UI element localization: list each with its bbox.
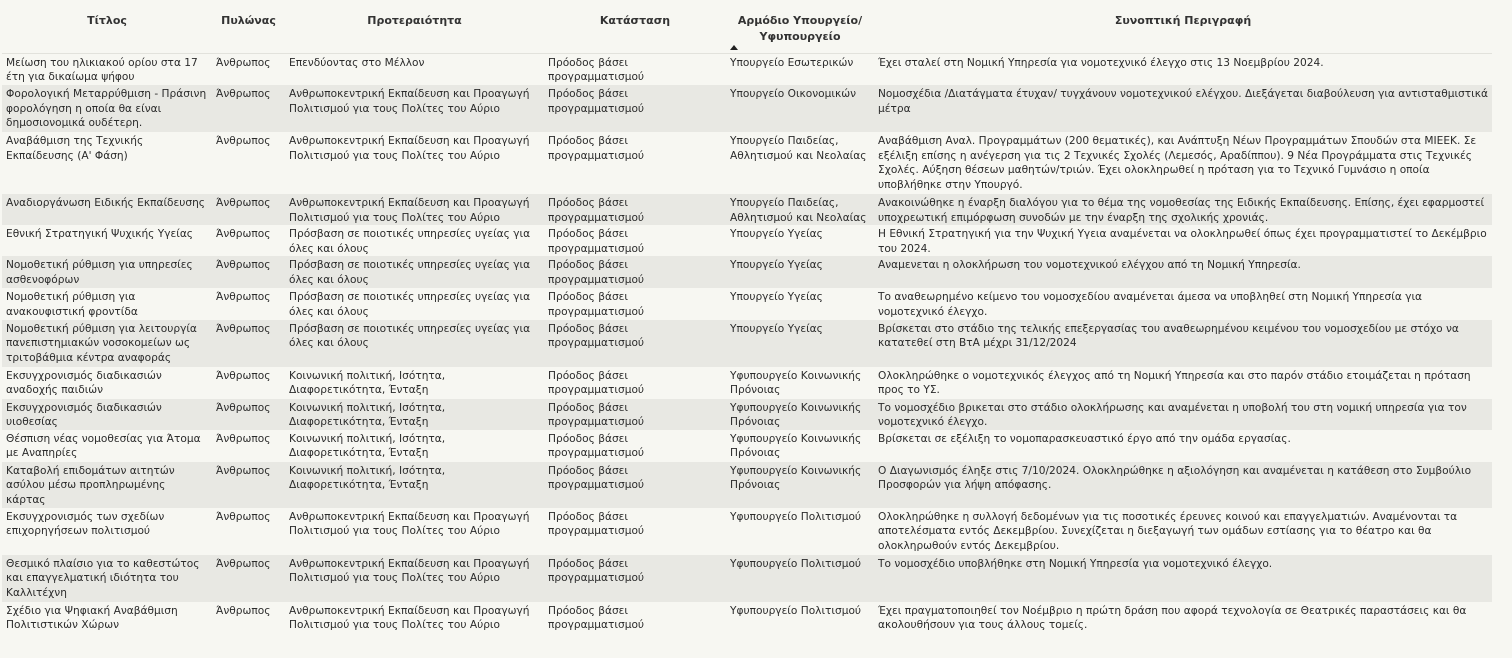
table-row[interactable] xyxy=(2,225,1492,256)
cell-title: Νομοθετική ρύθμιση για ανακουφιστική φροντίδα xyxy=(2,288,212,319)
cell-ministry: Υπουργείο Υγείας xyxy=(726,320,874,367)
table-row[interactable] xyxy=(2,53,1492,85)
cell-pillar: Άνθρωπος xyxy=(212,508,285,555)
cell-title: Εθνική Στρατηγική Ψυχικής Υγείας xyxy=(2,225,212,256)
cell-status: Πρόοδος βάσει προγραμματισμού xyxy=(544,53,726,85)
table-row[interactable] xyxy=(2,555,1492,602)
cell-pillar: Άνθρωπος xyxy=(212,85,285,132)
cell-pillar: Άνθρωπος xyxy=(212,320,285,367)
cell-status: Πρόοδος βάσει προγραμματισμού xyxy=(544,132,726,194)
cell-status: Πρόοδος βάσει προγραμματισμού xyxy=(544,256,726,288)
cell-ministry: Υφυπουργείο Πολιτισμού xyxy=(726,508,874,555)
cell-summary: Έχει πραγματοποιηθεί τον Νοέμβριο η πρώτη δράση που αφορά τεχνολογία σε Θεατρικές παραστάσεις και θα ακολουθήσουν για τους άλλους τομείς. xyxy=(874,602,1492,634)
cell-status: Πρόοδος βάσει προγραμματισμού xyxy=(544,602,726,634)
cell-priority: Ανθρωποκεντρική Εκπαίδευση και Προαγωγή Πολιτισμού για τους Πολίτες του Αύριο xyxy=(285,508,544,555)
cell-pillar: Άνθρωπος xyxy=(212,194,285,225)
cell-status: Πρόοδος βάσει προγραμματισμού xyxy=(544,320,726,367)
cell-ministry: Υφυπουργείο Κοινωνικής Πρόνοιας xyxy=(726,399,874,430)
cell-priority: Επενδύοντας στο Μέλλον xyxy=(285,53,544,85)
column-header-pillar[interactable] xyxy=(212,6,285,53)
cell-pillar: Άνθρωπος xyxy=(212,288,285,319)
table-row[interactable] xyxy=(2,320,1492,367)
cell-priority: Κοινωνική πολιτική, Ισότητα, Διαφορετικότητα, Ένταξη xyxy=(285,462,544,508)
cell-priority: Ανθρωποκεντρική Εκπαίδευση και Προαγωγή Πολιτισμού για τους Πολίτες του Αύριο xyxy=(285,85,544,132)
table-body xyxy=(2,53,1492,634)
cell-priority: Ανθρωποκεντρική Εκπαίδευση και Προαγωγή Πολιτισμού για τους Πολίτες του Αύριο xyxy=(285,602,544,634)
cell-ministry: Υπουργείο Παιδείας, Αθλητισμού και Νεολαίας xyxy=(726,132,874,194)
table-row[interactable] xyxy=(2,132,1492,194)
cell-summary: Η Εθνική Στρατηγική για την Ψυχική Υγεια αναμένεται να ολοκληρωθεί όπως έχει προγραμματιστεί το Δεκέμβριο του 2024. xyxy=(874,225,1492,256)
cell-title: Εκσυγχρονισμός διαδικασιών αναδοχής παιδιών xyxy=(2,367,212,399)
cell-title: Θέσπιση νέας νομοθεσίας για Άτομα με Αναπηρίες xyxy=(2,430,212,462)
column-header-ministry[interactable] xyxy=(726,6,874,53)
column-header-label: Τίτλος xyxy=(87,14,127,27)
cell-summary: Ολοκληρώθηκε ο νομοτεχνικός έλεγχος από τη Νομική Υπηρεσία και στο παρόν στάδιο ετοιμάζεται η πρόταση προς το ΥΣ. xyxy=(874,367,1492,399)
table-header xyxy=(2,6,1492,53)
cell-summary: Έχει σταλεί στη Νομική Υπηρεσία για νομοτεχνικό έλεγχο στις 13 Νοεμβρίου 2024. xyxy=(874,53,1492,85)
cell-status: Πρόοδος βάσει προγραμματισμού xyxy=(544,367,726,399)
cell-ministry: Υφυπουργείο Κοινωνικής Πρόνοιας xyxy=(726,462,874,508)
cell-priority: Πρόσβαση σε ποιοτικές υπηρεσίες υγείας για όλες και όλους xyxy=(285,256,544,288)
cell-priority: Ανθρωποκεντρική Εκπαίδευση και Προαγωγή Πολιτισμού για τους Πολίτες του Αύριο xyxy=(285,132,544,194)
cell-pillar: Άνθρωπος xyxy=(212,430,285,462)
cell-summary: Ανακοινώθηκε η έναρξη διαλόγου για το θέμα της νομοθεσίας της Ειδικής Εκπαίδευσης. Επίσης, έχει εφαρμοστεί υποχρεωτική επιμόρφωση συνοδών με την έναρξη της σχολικής χρονιάς. xyxy=(874,194,1492,225)
table-row[interactable] xyxy=(2,85,1492,132)
cell-pillar: Άνθρωπος xyxy=(212,462,285,508)
cell-summary: Βρίσκεται σε εξέλιξη το νομοπαρασκευαστικό έργο από την ομάδα εργασίας. xyxy=(874,430,1492,462)
cell-priority: Ανθρωποκεντρική Εκπαίδευση και Προαγωγή Πολιτισμού για τους Πολίτες του Αύριο xyxy=(285,194,544,225)
cell-priority: Κοινωνική πολιτική, Ισότητα, Διαφορετικότητα, Ένταξη xyxy=(285,399,544,430)
cell-summary: Το νομοσχέδιο υποβλήθηκε στη Νομική Υπηρεσία για νομοτεχνικό έλεγχο. xyxy=(874,555,1492,602)
table-row[interactable] xyxy=(2,602,1492,634)
cell-summary: Αναβάθμιση Αναλ. Προγραμμάτων (200 θεματικές), και Ανάπτυξη Νέων Προγραμμάτων Σπουδών στα ΜΙΕΕΚ. Σε εξέλιξη επίσης η ανέγερση για τις 2 Τεχνικές Σχολές (Λεμεσός, Αραδίππου). 9 Νέα Προγράμματα στις Τεχνικές Σχολές. Αύξηση θέσεων μαθητών/τριών. Έχει ολοκληρωθεί η πρόταση για το Τεχνικό Γυμνάσιο η οποία υποβλήθηκε στην Υπουργό. xyxy=(874,132,1492,194)
cell-title: Σχέδιο για Ψηφιακή Αναβάθμιση Πολιτιστικών Χώρων xyxy=(2,602,212,634)
cell-title: Εκσυγχρονισμός των σχεδίων επιχορηγήσεων πολιτισμού xyxy=(2,508,212,555)
cell-status: Πρόοδος βάσει προγραμματισμού xyxy=(544,555,726,602)
column-header-label: Πυλώνας xyxy=(221,14,276,27)
column-header-status[interactable] xyxy=(544,6,726,53)
cell-title: Φορολογική Μεταρρύθμιση - Πράσινη φορολόγηση η οποία θα είναι δημοσιονομικά ουδέτερη. xyxy=(2,85,212,132)
cell-status: Πρόοδος βάσει προγραμματισμού xyxy=(544,85,726,132)
cell-title: Θεσμικό πλαίσιο για το καθεστώτος και επαγγελματική ιδιότητα του Καλλιτέχνη xyxy=(2,555,212,602)
column-header-title[interactable] xyxy=(2,6,212,53)
column-header-label: Προτεραιότητα xyxy=(367,14,462,27)
cell-title: Νομοθετική ρύθμιση για υπηρεσίες ασθενοφόρων xyxy=(2,256,212,288)
cell-priority: Ανθρωποκεντρική Εκπαίδευση και Προαγωγή Πολιτισμού για τους Πολίτες του Αύριο xyxy=(285,555,544,602)
cell-ministry: Υφυπουργείο Πολιτισμού xyxy=(726,555,874,602)
cell-summary: Το αναθεωρημένο κείμενο του νομοσχεδίου αναμένεται άμεσα να υποβληθεί στη Νομική Υπηρεσία για νομοτεχνικό έλεγχο. xyxy=(874,288,1492,319)
cell-priority: Κοινωνική πολιτική, Ισότητα, Διαφορετικότητα, Ένταξη xyxy=(285,430,544,462)
cell-priority: Πρόσβαση σε ποιοτικές υπηρεσίες υγείας για όλες και όλους xyxy=(285,320,544,367)
cell-pillar: Άνθρωπος xyxy=(212,225,285,256)
policy-table xyxy=(2,6,1492,634)
cell-ministry: Υφυπουργείο Κοινωνικής Πρόνοιας xyxy=(726,367,874,399)
cell-status: Πρόοδος βάσει προγραμματισμού xyxy=(544,399,726,430)
table-row[interactable] xyxy=(2,508,1492,555)
cell-status: Πρόοδος βάσει προγραμματισμού xyxy=(544,430,726,462)
cell-title: Μείωση του ηλικιακού ορίου στα 17 έτη για δικαίωμα ψήφου xyxy=(2,53,212,85)
table-row[interactable] xyxy=(2,367,1492,399)
cell-summary: Το νομοσχέδιο βρικεται στο στάδιο ολοκλήρωσης και αναμένεται η υποβολή του στη νομική υπηρεσία για τον νομοτεχνικό έλεγχο. xyxy=(874,399,1492,430)
cell-pillar: Άνθρωπος xyxy=(212,555,285,602)
table-row[interactable] xyxy=(2,194,1492,225)
cell-priority: Κοινωνική πολιτική, Ισότητα, Διαφορετικότητα, Ένταξη xyxy=(285,367,544,399)
column-header-summary[interactable] xyxy=(874,6,1492,53)
cell-pillar: Άνθρωπος xyxy=(212,399,285,430)
table-row[interactable] xyxy=(2,256,1492,288)
cell-title: Αναδιοργάνωση Ειδικής Εκπαίδευσης xyxy=(2,194,212,225)
table-row[interactable] xyxy=(2,399,1492,430)
cell-ministry: Υφυπουργείο Πολιτισμού xyxy=(726,602,874,634)
cell-status: Πρόοδος βάσει προγραμματισμού xyxy=(544,194,726,225)
cell-status: Πρόοδος βάσει προγραμματισμού xyxy=(544,508,726,555)
header-row xyxy=(2,6,1492,53)
cell-ministry: Υπουργείο Παιδείας, Αθλητισμού και Νεολαίας xyxy=(726,194,874,225)
cell-summary: Ολοκληρώθηκε η συλλογή δεδομένων για τις ποσοτικές έρευνες κοινού και επαγγελματιών. Αναμένονται τα αποτελέσματα εντός Δεκεμβρίου. Συνεχίζεται η διεξαγωγή των ομάδων εστίασης για το θέατρο και θα ολοκληρωθούν εντός Δεκεμβρίου. xyxy=(874,508,1492,555)
cell-title: Αναβάθμιση της Τεχνικής Εκπαίδευσης (Α' Φάση) xyxy=(2,132,212,194)
table-row[interactable] xyxy=(2,288,1492,319)
cell-summary: Αναμενεται η ολοκλήρωση του νομοτεχνικού ελέγχου από τη Νομική Υπηρεσία. xyxy=(874,256,1492,288)
cell-ministry: Υπουργείο Υγείας xyxy=(726,256,874,288)
cell-status: Πρόοδος βάσει προγραμματισμού xyxy=(544,225,726,256)
cell-pillar: Άνθρωπος xyxy=(212,53,285,85)
column-header-label: Κατάσταση xyxy=(599,14,671,27)
cell-status: Πρόοδος βάσει προγραμματισμού xyxy=(544,288,726,319)
cell-ministry: Υπουργείο Υγείας xyxy=(726,288,874,319)
cell-title: Καταβολή επιδομάτων αιτητών ασύλου μέσω προπληρωμένης κάρτας xyxy=(2,462,212,508)
cell-pillar: Άνθρωπος xyxy=(212,132,285,194)
cell-pillar: Άνθρωπος xyxy=(212,256,285,288)
table-row[interactable] xyxy=(2,430,1492,462)
cell-title: Νομοθετική ρύθμιση για λειτουργία πανεπιστημιακών νοσοκομείων ως τριτοβάθμια κέντρα αναφοράς xyxy=(2,320,212,367)
cell-ministry: Υπουργείο Οικονομικών xyxy=(726,85,874,132)
cell-pillar: Άνθρωπος xyxy=(212,367,285,399)
cell-priority: Πρόσβαση σε ποιοτικές υπηρεσίες υγείας για όλες και όλους xyxy=(285,288,544,319)
column-header-priority[interactable] xyxy=(285,6,544,53)
cell-ministry: Υπουργείο Εσωτερικών xyxy=(726,53,874,85)
cell-ministry: Υφυπουργείο Κοινωνικής Πρόνοιας xyxy=(726,430,874,462)
cell-summary: Βρίσκεται στο στάδιο της τελικής επεξεργασίας του αναθεωρημένου κειμένου του νομοσχεδίου με στόχο να κατατεθεί στη ΒτΑ μέχρι 31/12/2024 xyxy=(874,320,1492,367)
table-row[interactable] xyxy=(2,462,1492,508)
column-header-label: Συνοπτική Περιγραφή xyxy=(1114,14,1252,27)
cell-title: Εκσυγχρονισμός διαδικασιών υιοθεσίας xyxy=(2,399,212,430)
cell-priority: Πρόσβαση σε ποιοτικές υπηρεσίες υγείας για όλες και όλους xyxy=(285,225,544,256)
cell-status: Πρόοδος βάσει προγραμματισμού xyxy=(544,462,726,508)
sort-ascending-icon[interactable] xyxy=(730,45,738,50)
cell-summary: Ο Διαγωνισμός έληξε στις 7/10/2024. Ολοκληρώθηκε η αξιολόγηση και αναμένεται η κατάθεση στο Συμβούλιο Προσφορών για λήψη απόφασης. xyxy=(874,462,1492,508)
cell-pillar: Άνθρωπος xyxy=(212,602,285,634)
column-header-label: Αρμόδιο Υπουργείο/ Υφυπουργείο xyxy=(737,14,863,43)
cell-summary: Νομοσχέδια /Διατάγματα έτυχαν/ τυγχάνουν νομοτεχνικού ελέγχου. Διεξάγεται διαβούλευση για αντισταθμιστικά μέτρα xyxy=(874,85,1492,132)
cell-ministry: Υπουργείο Υγείας xyxy=(726,225,874,256)
